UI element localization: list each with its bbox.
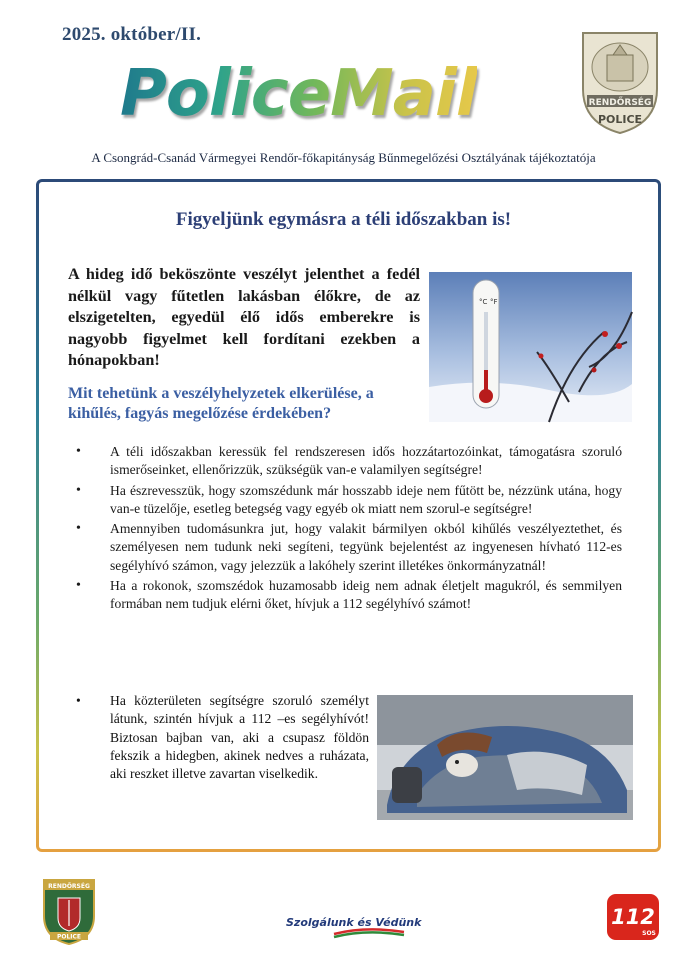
question-heading: Mit tehetünk a veszélyhelyzetek elkerülése, a kihűlés, fagyás megelőzése érdekében?	[68, 385, 374, 422]
list-item: • A téli időszakban keressük fel rendszeresen idős hozzátartozóinkat, támogatásra szoruló ismerőseinket, ellenőrizzük, szükségük van-e valamilyen segítségre!	[110, 443, 622, 480]
advice-list	[110, 443, 622, 616]
intro-paragraph: A hideg idő beköszönte veszélyt jelenthet a fedél nélkül vagy fűtetlen lakásban élőkre, de az elszigetelten, egyedül élő idős emberekre is nagyobb figyelmet kell fordítani ezekben a hónapokban!	[68, 265, 420, 369]
thermo-f: °F	[490, 298, 498, 306]
subtitle: A Csongrád-Csanád Vármegyei Rendőr-főkapitányság Bűnmegelőzési Osztályának tájékoztatója	[91, 150, 596, 165]
crest-top-rendorseg: RENDŐRSÉG	[588, 98, 652, 108]
thermo-c: °C	[479, 298, 488, 306]
issue-date: 2025. október/II.	[62, 24, 202, 45]
crest-top-police: POLICE	[597, 113, 643, 126]
crest-bottom-rendorseg: RENDŐRSÉG	[48, 883, 90, 890]
thermometer-photo	[429, 272, 632, 422]
police-crest-icon	[577, 27, 663, 137]
crest-bottom-police: POLICE	[56, 933, 82, 941]
list-item: • Amennyiben tudomásunkra jut, hogy valakit bármilyen okból kihűlés veszélyeztethet, és személyesen nem tudunk neki segíteni, tegyünk bejelentést az ingyenesen hívható 112-es segélyhívó számon, vagy jelezzük a lakóhely szerint illetékes önkormányzatnál!	[110, 520, 622, 575]
police-badge-icon	[40, 876, 98, 946]
policemail-logo: PoliceMail	[120, 57, 477, 131]
slogan-logo	[286, 910, 422, 940]
list-item: • Ha a rokonok, szomszédok huzamosabb ideig nem adnak életjelt magukról, és semmilyen formában nem tudjuk elérni őket, hívjuk a 112 segélyhívó számot!	[110, 577, 622, 614]
slogan-part1: Szolgálunk és	[286, 916, 372, 929]
list-item-last: • Ha közterületen segítségre szoruló személyt látunk, szintén hívjuk a 112 –es segélyhívót! Biztosan bajban van, aki a csupasz földön fekszik a hidegben, akinek nedves a ruházata, aki reszket illetve zavartan viselkedik.	[110, 692, 369, 783]
svg-text:Szolgálunk és Védünk	[286, 916, 422, 929]
sos-label: SOS	[642, 930, 656, 937]
homeless-person-photo	[377, 695, 633, 820]
article-heading: Figyeljünk egymásra a téli időszakban is!	[175, 209, 512, 230]
sos-112-icon	[606, 893, 660, 941]
sos-number: 112	[611, 905, 655, 929]
list-item: • Ha észrevesszük, hogy szomszédunk már hosszabb ideje nem fűtött be, nézzünk utána, hogy van-e tüzelője, esetleg betegség vagy egyéb ok miatt nem szorul-e segítségre!	[110, 482, 622, 519]
slogan-part2: Védünk	[375, 916, 422, 929]
